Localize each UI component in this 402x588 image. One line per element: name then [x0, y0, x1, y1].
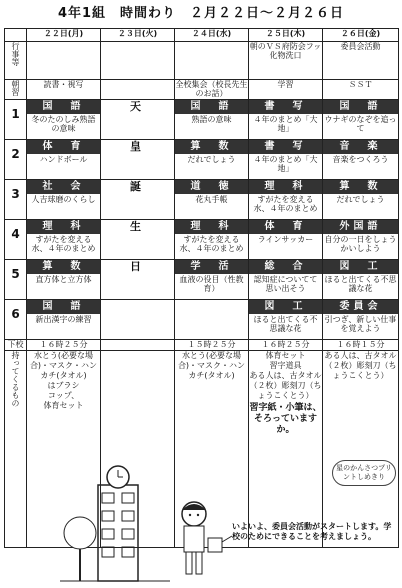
period-number: 3 — [5, 180, 27, 220]
lesson-cell — [249, 180, 323, 220]
lesson-cell — [323, 140, 399, 180]
row-label-dismissal: 下校 — [5, 340, 27, 351]
bring-thu — [249, 351, 323, 548]
lesson-cell — [249, 140, 323, 180]
bring-wed-text: 水とう(必要な場合)・マスク・ハンカチ(タオル) — [177, 351, 246, 380]
bring-thu-text: 体育セット 習字道具 ある人は、古タオル（２枚）彫刻刀（ちょうこくとう） — [249, 351, 322, 400]
lesson-description: 自分の一日をしょうかいしよう — [324, 235, 397, 253]
bring-fri-text: ある人は、古タオル（２枚）彫刻刀（ちょうこくとう） — [324, 351, 397, 380]
lesson-cell — [101, 100, 175, 140]
dismissal-cell — [101, 340, 175, 351]
lesson-cell — [101, 140, 175, 180]
lesson-cell — [175, 300, 249, 340]
lesson-cell — [249, 260, 323, 300]
subject-label: 音 楽 — [323, 140, 398, 154]
lesson-cell — [27, 140, 101, 180]
lesson-cell — [249, 300, 323, 340]
events-row — [5, 42, 399, 80]
period-number: 4 — [5, 220, 27, 260]
subject-label: 日 — [101, 260, 174, 274]
lesson-cell — [101, 180, 175, 220]
lesson-description: ラインサッカー — [257, 235, 314, 244]
lesson-cell — [27, 100, 101, 140]
lesson-cell — [27, 220, 101, 260]
lesson-cell — [323, 220, 399, 260]
day-header: ２６日(金) — [323, 29, 399, 42]
bring-mon-text: 水とう(必要な場合)・マスク・ハンカチ(タオル) はブラシ コップ、 体育セット — [29, 351, 98, 410]
row-label-events: 行事等 — [5, 42, 27, 80]
lesson-cell — [249, 100, 323, 140]
lesson-description: 認知症についてて思い出そう — [253, 275, 318, 293]
subject-label: 国 語 — [27, 100, 100, 114]
bring-fri — [323, 351, 399, 548]
subject-label: 算 数 — [27, 260, 100, 274]
lesson-cell — [101, 260, 175, 300]
subject-label: 国 語 — [323, 100, 398, 114]
subject-label: 学 活 — [175, 260, 248, 274]
reminder-sticky-note: 星のかんさつプリントしめきり — [332, 460, 396, 486]
lesson-cell — [323, 300, 399, 340]
event-cell — [27, 42, 101, 80]
lesson-description: すがたを変える水、４年のまとめ — [179, 235, 244, 253]
lesson-cell — [101, 300, 175, 340]
corner-cell — [5, 29, 27, 42]
day-header: ２２日(月) — [27, 29, 101, 42]
lesson-description: だれでしょう — [187, 155, 236, 164]
child-illustration — [168, 498, 238, 584]
period-row — [5, 180, 399, 220]
row-label-morning: 朝習 — [5, 80, 27, 100]
lesson-cell — [323, 100, 399, 140]
lesson-description: 人吉球磨のくらし — [31, 195, 96, 204]
lesson-description: すがたを変える水、４年のまとめ — [31, 235, 96, 253]
morning-cell: ＳＳＴ — [323, 80, 399, 100]
period-row — [5, 300, 399, 340]
lesson-description — [101, 300, 174, 302]
subject-label: 誕 — [101, 180, 174, 194]
morning-cell: 読書・視写 — [27, 80, 101, 100]
subject-label: 図 工 — [249, 300, 322, 314]
period-row — [5, 140, 399, 180]
lesson-cell — [323, 180, 399, 220]
page-title: 4年1組 時間わり ２月２２日～２月２６日 — [57, 6, 345, 21]
subject-label: 理 科 — [249, 180, 322, 194]
lesson-cell — [175, 140, 249, 180]
subject-label: 体 育 — [249, 220, 322, 234]
dismissal-cell: １６時１５分 — [323, 340, 399, 351]
dismissal-cell: １６時２５分 — [249, 340, 323, 351]
period-rows — [5, 100, 399, 340]
event-cell — [101, 42, 175, 80]
dismissal-cell: １５時２５分 — [175, 340, 249, 351]
lesson-cell — [249, 220, 323, 260]
subject-label: 図 工 — [323, 260, 398, 274]
lesson-cell — [175, 100, 249, 140]
subject-label: 国 語 — [175, 100, 248, 114]
lesson-description: 引つぎ、新しい仕事を覚えよう — [324, 315, 397, 333]
subject-label: 国 語 — [27, 300, 100, 314]
bring-thu-bold: 習字紙・小筆は、そろっていますか。 — [249, 403, 322, 435]
lesson-description: 血液の役目（性教育） — [179, 275, 244, 293]
event-cell: 朝のＶＳ府防会フッ化物洗口 — [249, 42, 323, 80]
period-number: 2 — [5, 140, 27, 180]
lesson-cell — [27, 260, 101, 300]
lesson-description: 新出漢字の練習 — [35, 315, 92, 324]
lesson-cell — [175, 180, 249, 220]
lesson-description: ウナギのなぞを追って — [324, 115, 397, 133]
subject-label: 算 数 — [323, 180, 398, 194]
lesson-cell — [323, 260, 399, 300]
lesson-cell — [175, 220, 249, 260]
subject-label: 理 科 — [175, 220, 248, 234]
lesson-description: 熟語の意味 — [191, 115, 232, 124]
lesson-description: 花丸手帳 — [195, 195, 228, 204]
subject-label: 体 育 — [27, 140, 100, 154]
lesson-description: ４年のまとめ「大地」 — [253, 115, 318, 133]
lesson-description — [101, 154, 174, 156]
subject-label: 書 写 — [249, 140, 322, 154]
subject-label: 天 — [101, 100, 174, 114]
subject-label: 生 — [101, 220, 174, 234]
lesson-description — [101, 274, 174, 276]
lesson-description: 直方体と立方体 — [35, 275, 92, 284]
morning-row — [5, 80, 399, 100]
lesson-description — [175, 300, 248, 302]
period-row — [5, 220, 399, 260]
lesson-cell — [175, 260, 249, 300]
subject-label: 理 科 — [27, 220, 100, 234]
period-number: 6 — [5, 300, 27, 340]
lesson-description: すがたを変える水、４年のまとめ — [253, 195, 318, 213]
subject-label: 道 徳 — [175, 180, 248, 194]
lesson-description — [101, 194, 174, 196]
lesson-description: ほると出てくる不思議な花 — [324, 275, 397, 293]
day-header: ２３日(火) — [101, 29, 175, 42]
subject-label: 社 会 — [27, 180, 100, 194]
period-row — [5, 260, 399, 300]
lesson-description: ほると出てくる不思議な花 — [253, 315, 318, 333]
committee-message: いよいよ、委員会活動がスタートします。学校のためにできることを考えましょう。 — [232, 522, 392, 541]
school-illustration — [60, 455, 170, 583]
subject-label: 皇 — [101, 140, 174, 154]
day-header: ２５日(木) — [249, 29, 323, 42]
lesson-description: だれでしょう — [336, 195, 385, 204]
event-cell: 委員会活動 — [323, 42, 399, 80]
lesson-description: ハンドボール — [39, 155, 88, 164]
morning-cell: 全校集会（校長先生のお話） — [175, 80, 248, 98]
subject-label: 算 数 — [175, 140, 248, 154]
period-number: 1 — [5, 100, 27, 140]
header-row — [5, 29, 399, 42]
subject-label: 委員会 — [323, 300, 398, 314]
day-header: ２４日(水) — [175, 29, 249, 42]
lesson-description: ４年のまとめ「大地」 — [253, 155, 318, 173]
period-row — [5, 100, 399, 140]
lesson-description: 音楽をつくろう — [332, 155, 389, 164]
lesson-description — [101, 234, 174, 236]
subject-label: 書 写 — [249, 100, 322, 114]
lesson-description: 冬のたのしみ熟語の意味 — [31, 115, 96, 133]
dismissal-row — [5, 340, 399, 351]
period-number: 5 — [5, 260, 27, 300]
event-cell — [175, 42, 249, 80]
row-label-bring: 持ってくるもの — [5, 351, 27, 548]
morning-cell — [101, 80, 175, 100]
lesson-cell — [27, 300, 101, 340]
morning-cell: 学習 — [249, 80, 323, 100]
lesson-cell — [101, 220, 175, 260]
lesson-description — [101, 114, 174, 116]
dismissal-cell: １６時２５分 — [27, 340, 101, 351]
subject-label: 総 合 — [249, 260, 322, 274]
subject-label: 外国語 — [323, 220, 398, 234]
lesson-cell — [27, 180, 101, 220]
